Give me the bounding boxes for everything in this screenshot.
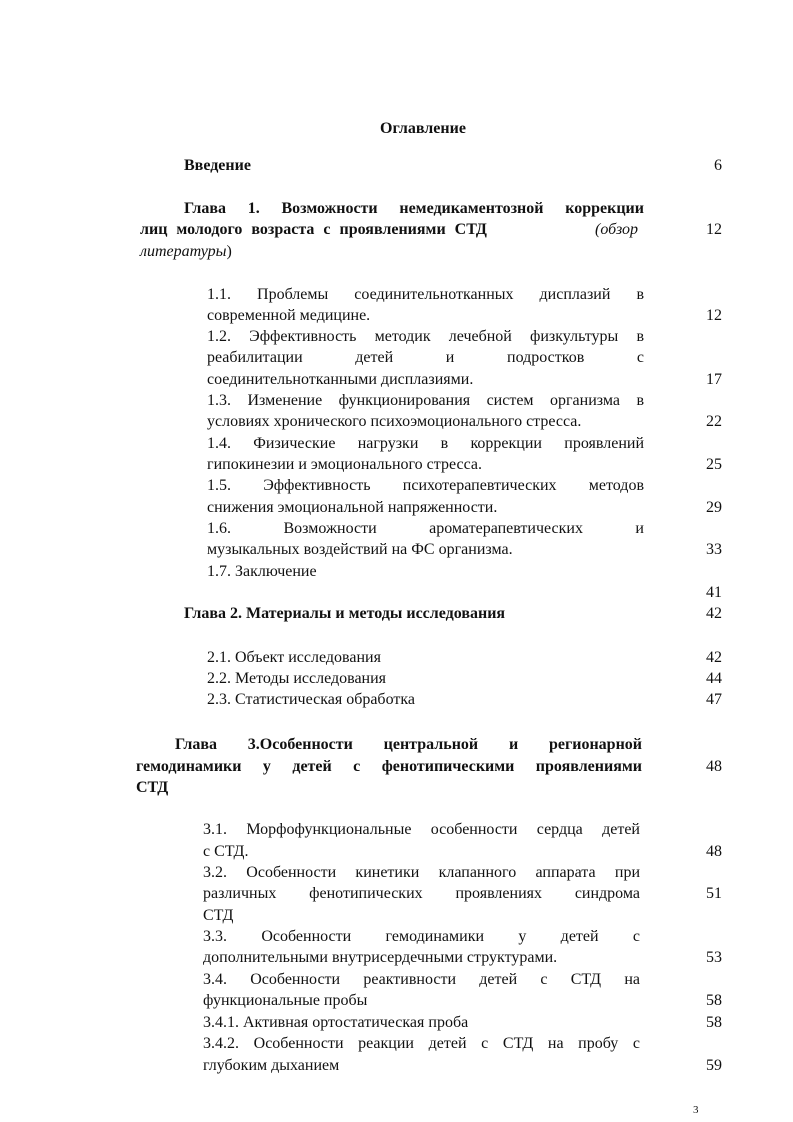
- toc-item-2-3: 2.3. Статистическая обработка: [207, 691, 415, 708]
- toc-item-1-4-line-1: 1.4. Физические нагрузки в коррекции проявлений: [207, 435, 644, 452]
- chapter-1-title-paren: ): [226, 243, 232, 260]
- toc-item-1-3-line-2: условиях хронического психоэмоционального стресса.: [207, 413, 582, 430]
- toc-item-1-1-line-2: современной медицине.: [207, 307, 371, 324]
- toc-item-3-4-1-page: 58: [706, 1014, 722, 1031]
- toc-item-1-5-line-2: снижения эмоциональной напряженности.: [207, 499, 498, 516]
- toc-item-1-4-line-2: гипокинезии и эмоционального стресса.: [207, 456, 482, 473]
- toc-introduction: Введение: [184, 157, 251, 174]
- toc-item-1-2-line-1: 1.2. Эффективность методик лечебной физкультуры в: [207, 328, 644, 345]
- toc-item-1-6-line-2: музыкальных воздействий на ФС организма.: [207, 541, 513, 558]
- toc-item-2-1: 2.1. Объект исследования: [207, 649, 381, 666]
- toc-item-2-3-page: 47: [706, 691, 722, 708]
- toc-item-1-3-line-1: 1.3. Изменение функционирования систем организма в: [207, 392, 644, 409]
- toc-item-3-1-line-1: 3.1. Морфофункциональные особенности сердца детей: [203, 821, 640, 838]
- toc-item-3-2-page: 51: [706, 885, 722, 902]
- toc-item-1-3-page: 22: [706, 413, 722, 430]
- page-title: Оглавление: [380, 120, 466, 137]
- toc-item-1-5-page: 29: [706, 499, 722, 516]
- toc-item-3-4-2-line-2: глубоким дыханием: [203, 1057, 340, 1074]
- toc-item-1-7: 1.7. Заключение: [207, 563, 317, 580]
- toc-introduction-page: 6: [714, 157, 722, 174]
- toc-item-3-4-line-1: 3.4. Особенности реактивности детей с СТД на: [203, 971, 640, 988]
- chapter-1-title-line-2: лиц молодого возраста с проявлениями СТД: [140, 221, 487, 238]
- toc-item-1-7-page: 41: [706, 584, 722, 601]
- chapter-3-title-line-3: СТД: [136, 779, 169, 796]
- toc-item-3-2-line-2: различных фенотипических проявлениях синдрома: [203, 885, 640, 902]
- chapter-1-title-line-3: [140, 241, 232, 263]
- toc-item-2-2: 2.2. Методы исследования: [207, 670, 387, 687]
- toc-item-3-2-line-1: 3.2. Особенности кинетики клапанного аппарата при: [203, 864, 640, 881]
- toc-item-3-1-line-2: с СТД.: [203, 843, 249, 860]
- chapter-1-page: 12: [706, 221, 722, 238]
- toc-item-3-4-2-line-1: 3.4.2. Особенности реакции детей с СТД на пробу с: [203, 1035, 640, 1052]
- toc-item-1-4-page: 25: [706, 456, 722, 473]
- chapter-2-title: Глава 2. Материалы и методы исследования: [184, 605, 506, 622]
- toc-item-3-4-1: 3.4.1. Активная ортостатическая проба: [203, 1014, 469, 1031]
- chapter-2-page: 42: [706, 605, 722, 622]
- chapter-3-page: 48: [706, 758, 722, 775]
- chapter-1-title-note-end: литературы: [140, 243, 227, 260]
- toc-item-3-4-2-page: 59: [706, 1057, 722, 1074]
- toc-item-1-1-line-1: 1.1. Проблемы соединительнотканных дисплазий в: [207, 286, 644, 303]
- toc-item-2-1-page: 42: [706, 649, 722, 666]
- toc-item-1-2-line-3: соединительнотканными дисплазиями.: [207, 371, 474, 388]
- toc-item-3-3-line-2: дополнительными внутрисердечными структурами.: [203, 949, 558, 966]
- toc-item-3-2-line-3: СТД: [203, 907, 234, 924]
- toc-item-2-2-page: 44: [706, 670, 722, 687]
- toc-item-1-2-page: 17: [706, 371, 722, 388]
- toc-item-1-2-line-2: реабилитации детей и подростков с: [207, 349, 644, 366]
- toc-item-1-6-page: 33: [706, 541, 722, 558]
- page-number: 3: [693, 1104, 699, 1116]
- chapter-3-title-line-1: Глава 3.Особенности центральной и регионарной: [175, 736, 642, 753]
- toc-item-1-1-page: 12: [706, 307, 722, 324]
- chapter-1-title-note: (обзор: [595, 221, 638, 238]
- toc-item-3-3-page: 53: [706, 949, 722, 966]
- chapter-1-title-line-1: Глава 1. Возможности немедикаментозной коррекции: [184, 200, 644, 217]
- toc-item-1-6-line-1: 1.6. Возможности ароматерапевтических и: [207, 520, 644, 537]
- toc-item-3-1-page: 48: [706, 843, 722, 860]
- toc-item-1-5-line-1: 1.5. Эффективность психотерапевтических методов: [207, 477, 644, 494]
- toc-item-3-4-page: 58: [706, 992, 722, 1009]
- toc-item-3-4-line-2: функциональные пробы: [203, 992, 368, 1009]
- chapter-3-title-line-2: гемодинамики у детей с фенотипическими проявлениями: [136, 758, 642, 775]
- toc-item-3-3-line-1: 3.3. Особенности гемодинамики у детей с: [203, 928, 640, 945]
